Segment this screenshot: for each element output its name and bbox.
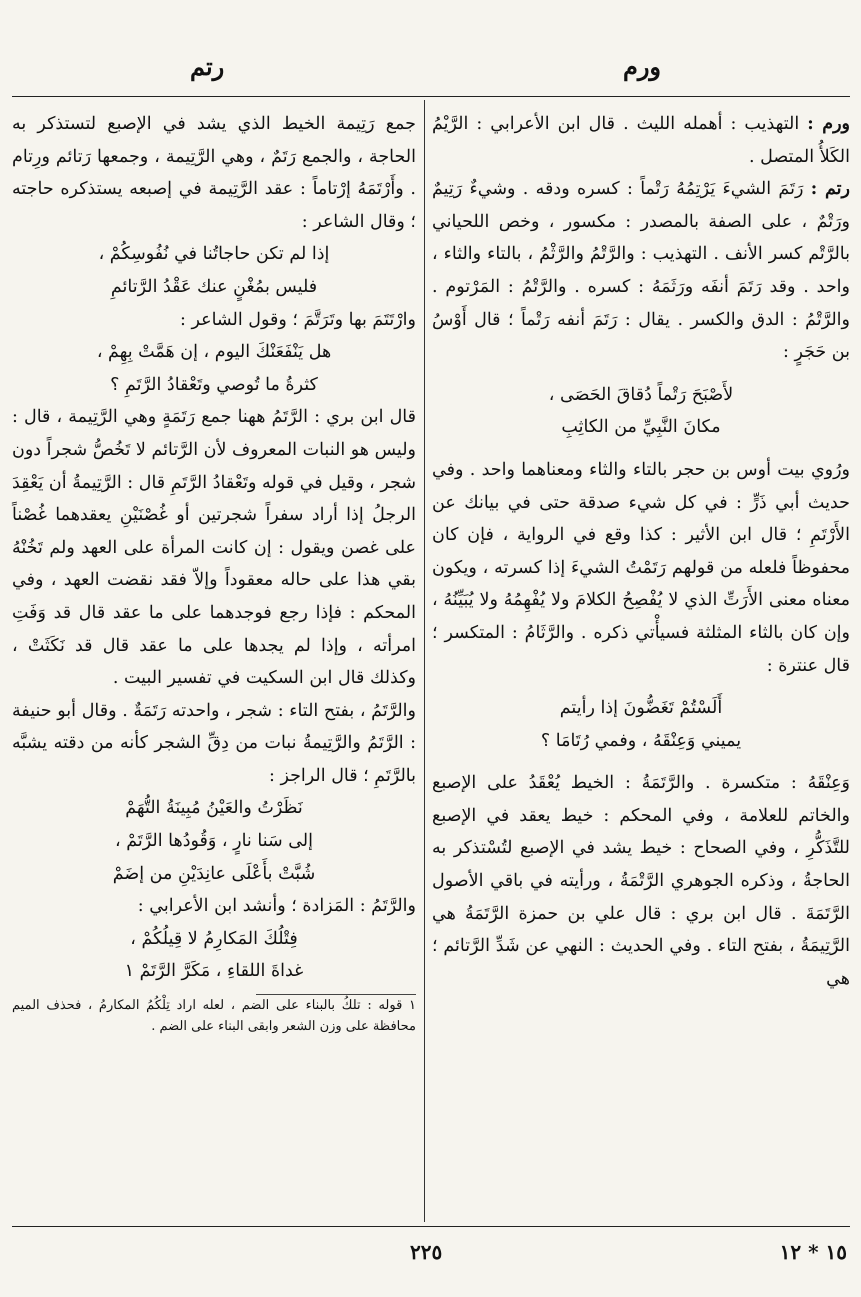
entry-warima [432,108,850,173]
paragraph: قال ابن بري : الرَّتَمُ ههنا جمع رَتَمَةٍ وهي الرَّتِيمة ، قال : وليس هو النبات المعروف لأن الرَّتائم لا تَخُصُّ شجراً دون شجر ، وقيل في قوله وتَعْقادُ الرَّتَمِ قال : الرَّتِيمةُ أن يَعْقِدَ الرجلُ إذا أراد سفراً شجرتين أو غُصْنَيْنِ يعقدهما غُصْناً على غصن ويقول : إن كانت المرأة على العهد ولم تَخُنْهُ بقي هذا على حاله معقوداً وإلاّ فقد نقضت العهد ، وفي المحكم : فإذا رجع فوجدهما على ما عقد قال قد وَفَتِ امرأته ، وإذا لم يجدها على ما عقد قال قد نَكَثَتْ ، وكذلك قال ابن السكيت في تفسير البيت . [12,407,416,689]
verse-line: هل يَنْفَعَنْكَ اليوم ، إن هَمَّتْ بِهِمْ ، [96,342,332,363]
paragraph: ورُوي بيت أوس بن حجر بالتاء والثاء ومعناهما واحد . وفي حديث أبي ذَرٍّ : في كل شيء صدقة حتى في بيانك عن الأَرْتَمِ ؛ قال ابن الأثير : كذا وقع في الرواية ، فإن كان محفوظاً فلعله من قولهم رَتَمْتُ الشيءَ إذا كسرته ، ويكون معناه معنى الأَرَتِّ الذي لا يُفْصِحُ الكلامَ ولا يُفْهِمُهُ ولا يُبَيِّنُهُ ، وإن كان بالثاء المثلثة فسيأْتي ذكره . والرَّثَامُ : المتكسر ؛ قال عنترة : [432,459,850,676]
verse-line: إلى سَنا نارٍ ، وَقُودُها الرَّتَمْ ، [115,831,313,852]
verse-line: فِتْلُكَ المَكارِمُ لا قِيلُكُمْ ، [130,928,298,949]
verse-line: مكانَ النَّبِيِّ من الكاثِبِ [561,417,721,438]
verse-line: أَلَسْتُمْ تَغَضُّونَ إذا رأيتم [559,698,723,719]
verse-line: فليس بمُغْنٍ عنك عَقْدُ الرَّتائمِ [110,276,318,297]
entry-ratama [432,173,850,369]
header-word-right: ورم [622,52,661,81]
paragraph: وارْتَتَمَ بها وتَرَتَّمَ ؛ وقول الشاعر : [180,309,416,330]
column-divider [424,100,425,1222]
page-number: ٢٢٥ [410,1240,443,1264]
verse-line: يميني وَعِنْقَهُ ، وفمي رُتَامَا ؟ [540,730,742,751]
paragraph: وَعِنْقَهُ : متكسرة . والرَّتَمَةُ : الخيط يُعْقَدُ على الإصبع والخاتم للعلامة ، وفي المحكم : خيط يعقد في الإصبع للتَّذَكُّرِ ، وفي الصحاح : خيط يشد في الإصبع لتُسْتذكر به الحاجةُ ، وذكره الجوهري الرَّتْمَةُ ، ورأيته في باقي الأصول الرَّتَمَةَ . قال ابن بري : قال علي بن حمزة الرَّتَمَةُ هي الرَّتِيمَةُ ، بفتح التاء . وفي الحديث : النهي عن شَدِّ الرَّتائم ؛ هي [432,773,850,989]
verse-line: نَظَرْتُ والعَيْنُ مُبِينَةُ التُّهَمْ [125,798,303,819]
footnote: ١ قوله : تلكُ بالبناء على الضم ، لعله اراد تِلْكُمُ المكارمُ ، فحذف الميم محافظة على وزن الشعر وابقى البناء على الضم . [12,998,416,1035]
entry-head-ratama: رتم : [810,179,850,200]
verse-line: إذا لم تكن حاجاتُنا في نُفُوسِكُمْ ، [98,244,330,265]
bottom-rule [12,1226,850,1227]
verse-line: كثرةُ ما تُوصي وتَعْقادُ الرَّتَمِ ؟ [110,374,318,395]
header-word-left: رتم [190,52,225,81]
paragraph: والرَّتَمُ : المَزادة ؛ وأنشد ابن الأعرابي : [137,896,416,917]
entry-text-ratama: رَتَمَ الشيءَ يَرْتِمُهُ رَتْماً : كسره ودقه . وشيءٌ رَتِيمٌ ورَتْمٌ ، على الصفة بالمصدر : مكسور ، وخص اللحياني بالرَّتْم كسر الأنف . التهذيب : والرَّتْمُ والرَّثْمُ ، بالتاء والثاء ، واحد . وقد رَتَمَ أنفَه ورَثَمَهُ : كسره . والرَّتْمُ : المَرْتوم . والرَّتْمُ : الدق والكسر . يقال : رَتَمَ أنفه رَتْماً ؛ قال أَوْسُ بن حَجَرٍ : [432,179,850,363]
verse-line: شُبَّتْ بأَعْلَى عانِدَيْنِ من إضَمْ [112,863,316,884]
entry-head-warima: ورم : [807,114,850,134]
entry-text-warima: التهذيب : أهمله الليث . قال ابن الأعرابي : الرَّيْمُ الكَلأُ المتصل . [432,114,850,167]
verse-line: غداةَ اللقاءِ ، مَكَرَّ الرَّتَمْ ١ [124,961,304,982]
right-column [432,108,850,995]
paragraph: جمع رَتِيمة الخيط الذي يشد في الإصبع لتستذكر به الحاجة ، والجمع رَتَمٌ ، وهي الرَّتِيمة ، وجمعها رَتائم ورِتام . وأَرْتَمَهُ إرْتاماً : عقد الرَّتِيمة في إصبعه يستذكره حاجته ؛ وقال الشاعر : [12,114,416,232]
top-rule [12,96,850,97]
left-column [12,108,416,1037]
verse-line: لأَصْبَحَ رَتْماً دُقاقَ الحَصَى ، [548,384,734,405]
signature-mark: ١٥ * ١٢ [779,1240,847,1264]
paragraph: والرَّتَمُ ، بفتح التاء : شجر ، واحدته رَتَمَةٌ . وقال أبو حنيفة : الرَّتَمُ والرَّتِيمةُ نبات من دِقِّ الشجر كأنه من دقته يشبَّه بالرَّتَمِ ؛ قال الراجز : [12,700,416,786]
